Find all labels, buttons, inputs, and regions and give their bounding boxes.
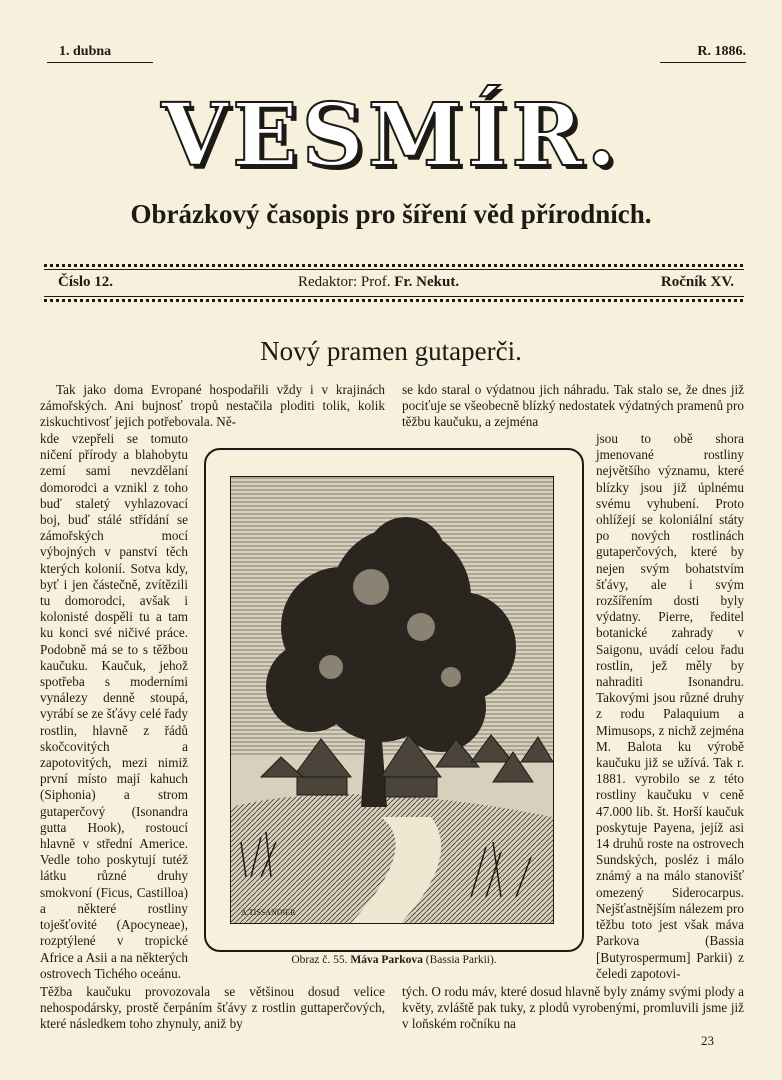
header-bottom-wavy [44,299,744,302]
editor-line: Redaktor: Prof. Fr. Nekut. [298,274,460,290]
right-column-top: se kdo staral o výdatnou jich náhradu. Tak stalo se, že dnes již pociťuje se všeobecně blízký nedostatek výdatných pramenů pro těžbu kaučuku, a zejména [402,382,744,430]
issue-date: 1. dubna [47,44,153,63]
issue-year: R. 1886. [660,44,746,63]
figure-caption: Obraz č. 55. Máva Parkova (Bassia Parkii). [291,954,497,966]
engraving-illustration [230,476,554,924]
left-column-top: Tak jako doma Evropané hospodařili vždy i v krajinách zámořských. Ani bujnosť tropů nestačila ploditi tolik, kolik ziskuchtivosť jejich potřebovala. Ně- [40,382,385,430]
masthead-subtitle: Obrázkový časopis pro šíření věd přírodních. [130,199,652,229]
figure-frame [204,448,584,952]
header-top-rule [44,264,744,267]
volume-number: Ročník XV. [660,274,734,290]
issue-number: Číslo 12. [58,274,114,290]
article-title: Nový pramen gutaperči. [260,336,522,366]
page-number: 23 [701,1033,714,1048]
header-bottom-rule [44,296,744,297]
engraver-signature: A.TISSANDIER [241,908,296,917]
issue-info-row [58,274,734,294]
left-column-bottom: Těžba kaučuku provozovala se většinou dosud velice nehospodársky, prostě čerpáním šťávy z rostlin guttaperčových, které následkem toho zhynuly, aniž by [40,984,385,1032]
right-column-bottom: tých. O rodu máv, které dosud hlavně byly známy svými plody a květy, zvláště pak tuky, z plodů vyrobenými, promluvili jsme již v loňském ročníku na [402,984,744,1032]
header-thin-rule [44,269,744,270]
left-column-narrow: kde vzepřeli se tomuto ničení přírody a blahobytu zemí sami nevzdělaní domorodci a vznikl z toho buď staletý vyhlazovací boj, buď stálé střídání se zámořských mocí výbojných v panství těch kterých kolonií. Sotva kdy, byť i jen částečně, zvítězili tu domorodci, avšak i kolonisté dospěli tu a tam ku konci své ničivé práce. Podobně má se to s těžbou kaučuku. Kaučuk, jehož spotřeba s moderními vynálezy denně stoupá, vyrábí se ze šťávy celé řady rostlin, hlavně z řádů skočcovitých a zapotovitých, mezi nimiž první místo mají kahuch (Siphonia) a strom gutaperčový (Isonandra gutta Hook), rostoucí hlavně v střední Americe. Vedle toho poskytují tutéž látku různé druhy smokvoní (Ficus, Castilloa) a některé rostliny toješťovité (Apocyneae), rozptýlené v tropické Africe a Asii a na některých ostrovech Tichého oceánu. [40,431,188,981]
right-column-narrow: jsou to obě shora jmenované rostliny největšího významu, které blízky jsou již úplnému svému vyhubení. Proto ohlížejí se koloniální státy po nových rostlinách gutaperčových, které by nejen svým bohatstvím šťávy, ale i svým rozšířením dosti byly výdatny. Pierre, ředitel botanické zahrady v Saigonu, uvádí celou řadu rostlin, jež měly by nahraditi Isonandru. Takovými jsou různé druhy z rodu Palaquium a Mimusops, z nichž zejména M. Balota ku výrobě kaučuku již se užívá. Tak r. 1881. vyrobilo se z této rostliny kaučuku v ceně 47.000 lib. št. Horší kaučuk poskytuje Payena, jejíž asi 14 druhů roste na ostrovech Sundských, posléz i málo známý a na málo stanovišť omezený Siderocarpus. Nejšťastnějším nálezem pro těžbu toto jest však máva Parkova (Bassia [Butyrospermum] Parkii) z čeledi zapotovi- [596,431,744,981]
masthead-title: VESMÍR. [161,85,621,186]
